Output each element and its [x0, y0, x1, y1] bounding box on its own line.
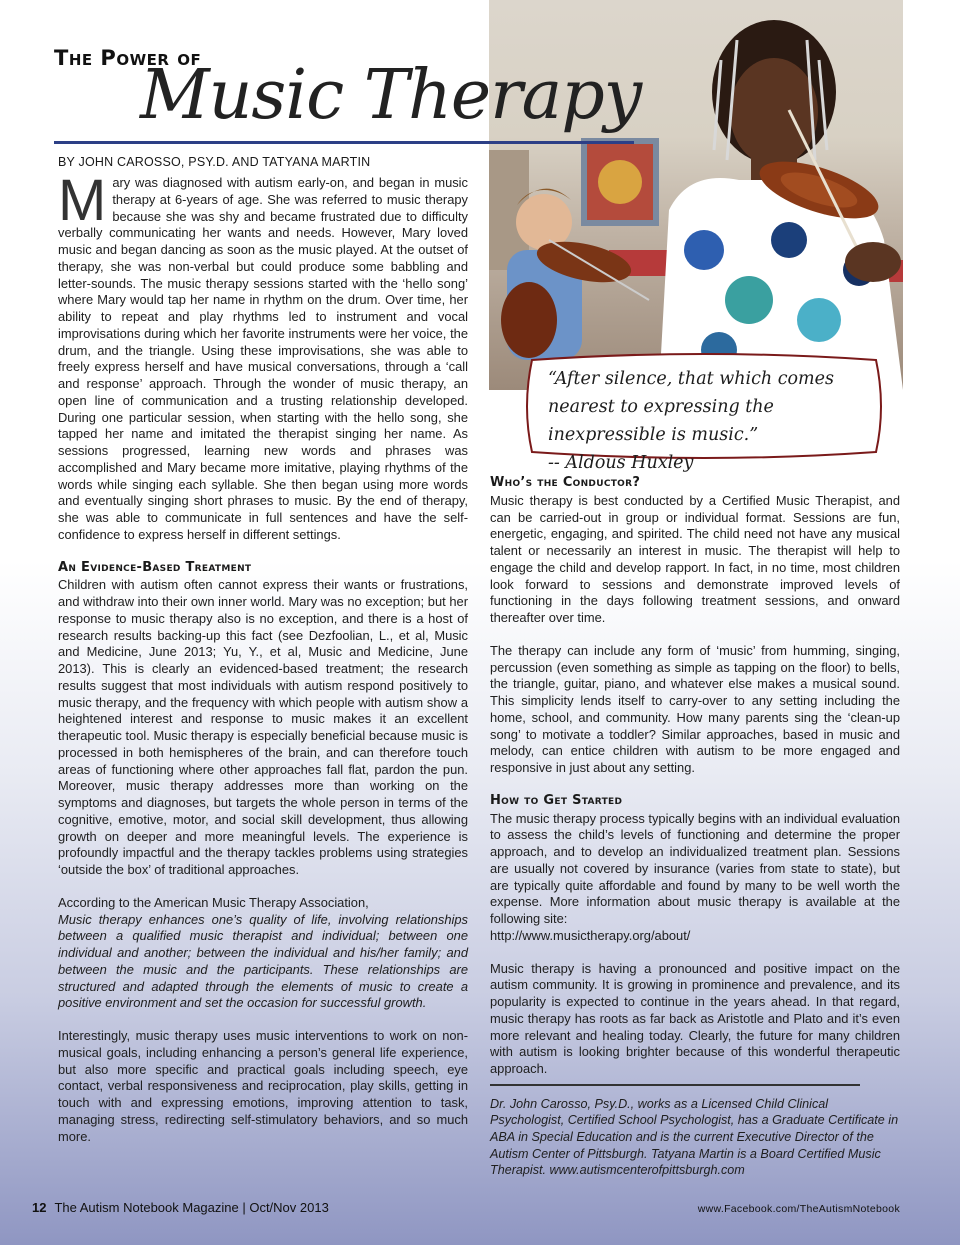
closing-paragraph-right: Music therapy is having a pronounced and positive impact on the autism community. It is growing in prominence and prevalence, and its popularity is expected to continue in the years ahead. In that regard, music therapy has roots as far back as Aristotle and Plato and it’s even more relevant and healing today. Clearly, the future for many children with autism is looking brighter because of this wonderful therapeutic approach.: [490, 960, 900, 1076]
magazine-issue: The Autism Notebook Magazine | Oct/Nov 2013: [54, 1200, 329, 1215]
intro-paragraph: [58, 168, 468, 544]
facebook-link[interactable]: www.Facebook.com/TheAutismNotebook: [697, 1203, 900, 1215]
right-column: [490, 475, 900, 1179]
drop-cap: M: [58, 168, 107, 233]
byline: BY JOHN CAROSSO, PSY.D. AND TATYANA MARTIN: [58, 155, 371, 169]
musictherapy-url[interactable]: http://www.musictherapy.org/about/: [490, 927, 691, 943]
quote-text: [548, 365, 868, 477]
conductor-paragraph: Music therapy is best conducted by a Certified Music Therapist, and can be carried-out in group or individual format. Sessions are fun, energetic, engaging, and spirited. The child need not have any musical talent or necessarily an interest in music. The therapist will help to engage the child and develop rapport. In fact, in no time, most children look forward to sessions and demonstrate improved levels of functioning in the days following treatment sessions, and onward thereafter over time.: [490, 492, 900, 625]
page-number: 12: [32, 1200, 47, 1215]
section-heading-evidence: An Evidence-Based Treatment: [58, 559, 252, 575]
footer-left: [32, 1200, 329, 1215]
page-title: Music Therapy: [140, 56, 642, 135]
get-started-paragraph: The music therapy process typically begins with an individual evaluation to assess the child’s levels of functioning and determine the proper approach, and to develop an individualized treatment plan. Sessions are usually not covered by insurance (varies from state to state), but are typically quite affordable and found by many to be well worth the expense. More information about music therapy is available at the following site:: [490, 810, 900, 926]
amta-quote: Music therapy enhances one’s quality of life, involving relationships between a qualified music therapist and individual; between one individual and another; between the individual and his/her family; and between the music and the participants. These relationships are structured and adapted through the elements of music to create a positive environment and set the occasion for successful growth.: [58, 911, 468, 1011]
quote-attribution: -- Aldous Huxley: [548, 453, 694, 473]
evidence-paragraph: Children with autism often cannot express their wants or frustrations, and withdraw into their own inner world. Mary was no exception; but her response to music therapy also is no exception, and there is a host of research results backing-up this fact (see Dezfoolian, L., et al, Music and Medicine, June 2013; Yu, Y., et al, Music and Medicine, June 2013). This is clearly an evidenced-based treatment; the research results suggest that most individuals with autism respond positively to music therapy, and the frequency with which people with autism show a heightened interest and response to music makes it an excellent therapeutic tool. Music therapy is especially beneficial because music is processed in both hemispheres of the brain, and can therefore touch areas of functioning where other approaches fall flat, pardon the pun. Moreover, music therapy addresses more than working on the symptoms and diagnoses, but targets the whole person in terms of the cognitive, emotive, motor, and social skill development, thus allowing growth on deeper and more meaningful levels. The experience is profoundly impactful and the therapy tackles problems using strategies ‘outside the box’ of traditional approaches.: [58, 577, 468, 877]
intro-text: ary was diagnosed with autism early-on, and began in music therapy at 6-years of age. She was referred to music therapy because she was shy and became frustrated due to difficulty verbally communicating her wants and needs. However, Mary loved music and began dancing as soon as the music played. At the outset of therapy, she was non-verbal but could produce some babbling and letter-sounds. The music therapy sessions started with the ‘hello song’ where Mary would tap her name in rhythm on the drum. Over time, her ability to repeat and play rhythms led to instrument and vocal improvisations during which her favorite instruments were her voice, the drum, and the triangle. Using these improvisations, she was able to freely express herself and have musical conversations, through a ‘call and response’ approach. Through the wonder of music therapy, an open line of communication and a trusting relationship developed. During one particular session, when starting with the hello song, she tapped her name and imitated the therapist singing her name. As sessions progressed, learning new words and phrases was accomplished and Mary became more imitative, playing rhythms of the words while singing each syllable. She then began using more words and eventually singing short phrases to music. By the end of therapy, she was able to communicate in full sentences and have the self-confidence to express herself in different settings.: [58, 175, 468, 542]
title-rule: [54, 141, 634, 144]
author-bio: Dr. John Carosso, Psy.D., works as a Licensed Child Clinical Psychologist, Certified School Psychologist, has a Graduate Certificate in ABA in Special Education and is the current Executive Director of the Autism Center of Pittsburgh. Tatyana Martin is a Board Certified Music Therapist. www.autismcenterofpittsburgh.com: [490, 1096, 899, 1178]
closing-paragraph-left: Interestingly, music therapy uses music interventions to work on non-musical goals, including enhancing a person’s general life experience, but also more specific and practical goals including speech, eye contact, verbal responsiveness and reciprocation, play skills, getting in touch with and expressing emotions, improving attention to task, managing stress, redirecting self-stimulatory behaviors, and so much more.: [58, 1028, 468, 1144]
left-column: [58, 168, 468, 1145]
quote-body: “After silence, that which comes nearest to expressing the inexpressible is music.”: [548, 369, 834, 445]
section-heading-conductor: Who’s the Conductor?: [490, 475, 641, 490]
bio-divider: [490, 1084, 860, 1086]
section-heading-get-started: How to Get Started: [490, 792, 623, 808]
conductor-paragraph-2: The therapy can include any form of ‘music’ from humming, singing, percussion (even something as simple as tapping on the floor) to bells, the triangle, guitar, piano, and whatever else makes a musical sound. This simplicity lends itself to carry-over to any setting including the home, school, and community. How many parents sing the ‘clean-up song’ to motivate a toddler? Similar approaches, based in music and melody, can entice children with autism to be more engaged and responsive in just about any setting.: [490, 642, 900, 775]
title-kicker: The Power of: [54, 46, 202, 70]
amta-intro: According to the American Music Therapy Association,: [58, 894, 369, 910]
